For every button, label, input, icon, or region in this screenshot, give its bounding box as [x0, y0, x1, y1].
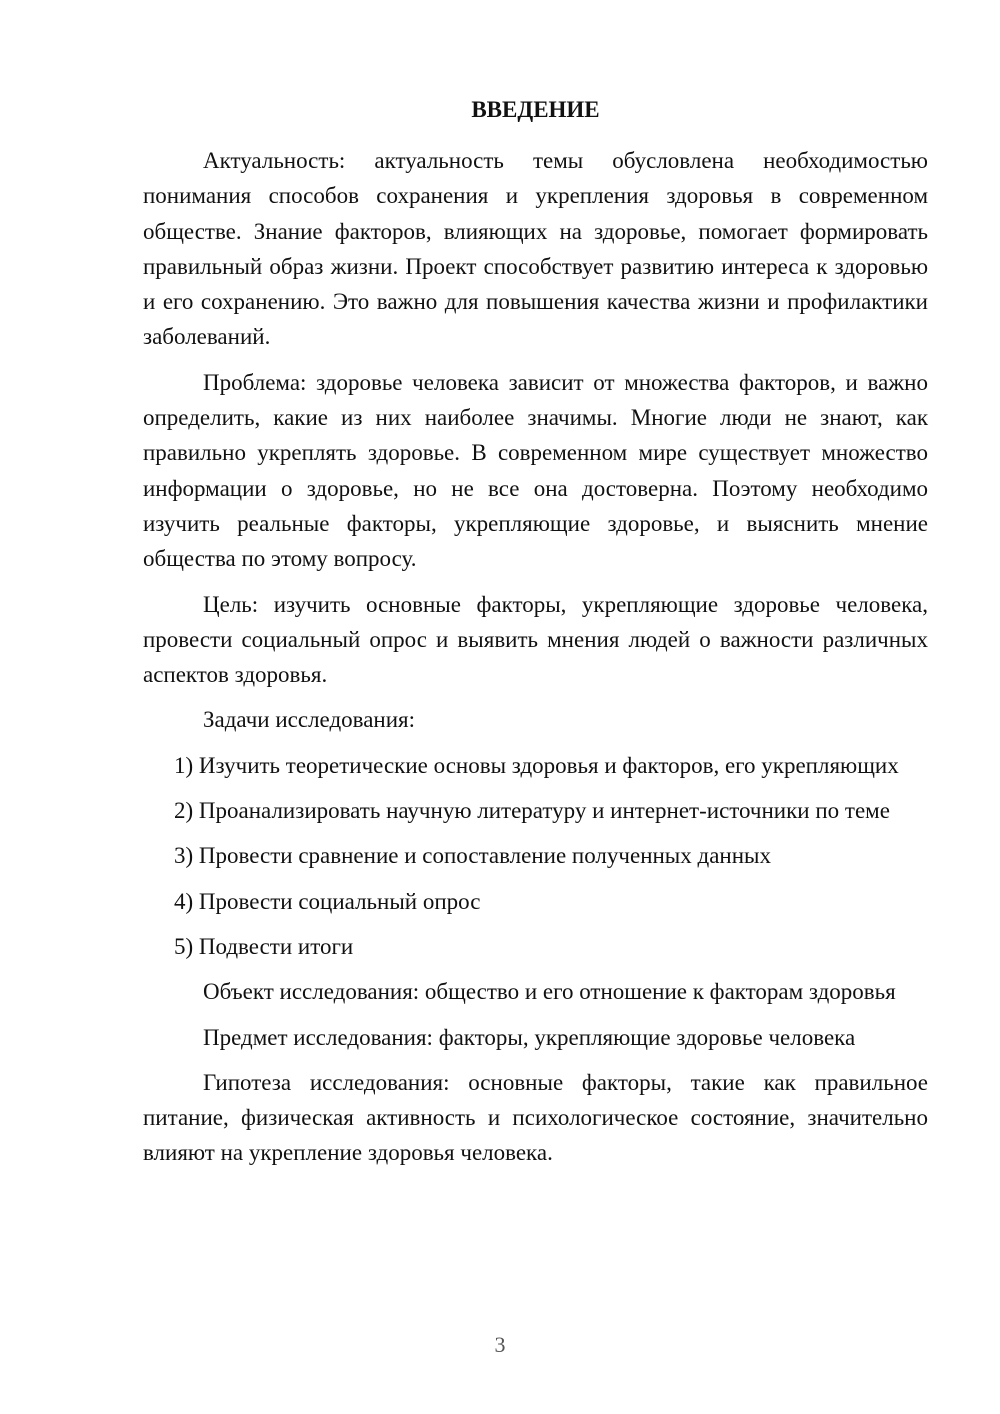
paragraph-object: Объект исследования: общество и его отношение к факторам здоровья — [203, 979, 896, 1005]
document-body — [143, 92, 928, 1171]
task-item: 4) Провести социальный опрос — [174, 888, 481, 914]
task-item: 3) Провести сравнение и сопоставление полученных данных — [174, 843, 771, 869]
task-item: 2) Проанализировать научную литературу и интернет-источники по теме — [174, 798, 890, 824]
paragraph-relevance: Актуальность: актуальность темы обусловлена необходимостью понимания способов сохранения и укрепления здоровья в современном обществе. Знание факторов, влияющих на здоровье, помогает формировать правильный образ жизни. Проект способствует развитию интереса к здоровью и его сохранению. Это важно для повышения качества жизни и профилактики заболеваний. — [143, 148, 928, 350]
task-item: 1) Изучить теоретические основы здоровья и факторов, его укрепляющих — [174, 752, 899, 778]
task-item: 5) Подвести итоги — [174, 933, 354, 959]
paragraph-goal: Цель: изучить основные факторы, укрепляющие здоровье человека, провести социальный опрос и выявить мнения людей о важности различных аспектов здоровья. — [143, 591, 928, 688]
tasks-title: Задачи исследования: — [203, 707, 416, 733]
paragraph-subject: Предмет исследования: факторы, укрепляющие здоровье человека — [203, 1024, 856, 1050]
paragraph-problem: Проблема: здоровье человека зависит от множества факторов, и важно определить, какие из них наиболее значимы. Многие люди не знают, как правильно укреплять здоровье. В современном мире существует множество информации о здоровье, но не все она достоверна. Поэтому необходимо изучить реальные факторы, укрепляющие здоровье, и выяснить мнение общества по этому вопросу. — [143, 369, 928, 572]
section-heading: ВВЕДЕНИЕ — [471, 97, 600, 122]
paragraph-hypothesis: Гипотеза исследования: основные факторы, такие как правильное питание, физическая активность и психологическое состояние, значительно влияют на укрепление здоровья человека. — [143, 1069, 928, 1166]
page-number: 3 — [494, 1332, 506, 1357]
